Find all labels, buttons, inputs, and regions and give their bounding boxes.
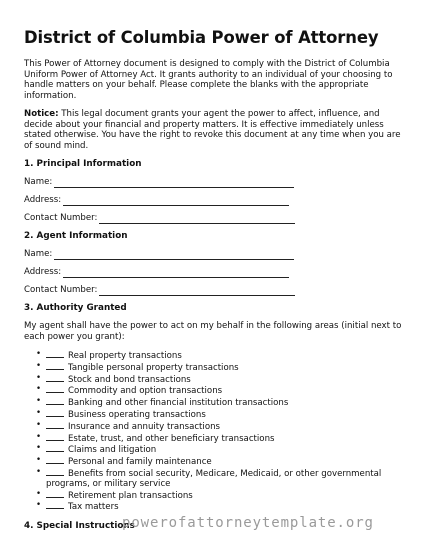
agent-contact-field[interactable] [24, 285, 404, 296]
list-item: • Business operating transactions [36, 407, 206, 420]
principal-contact-field[interactable] [24, 213, 404, 224]
principal-contact-line[interactable] [99, 215, 295, 224]
principal-contact-label: Contact Number: [24, 213, 98, 223]
bullet-icon: • [36, 455, 42, 466]
principal-address-line[interactable] [63, 197, 289, 206]
list-item: • Tangible personal property transactions [36, 360, 239, 373]
intro-paragraph: This Power of Attorney document is designed to comply with the District of Columbia Uniform Power of Attorney Act. It grants authority to an individual of your choosing to handle matters on your behalf. Please complete the blanks with the appropriate information. [24, 59, 393, 101]
initial-blank[interactable] [46, 421, 64, 429]
initial-blank[interactable] [46, 456, 64, 464]
list-item: • Benefits from social security, Medicare, Medicaid, or other governmental programs, or military service [36, 466, 382, 489]
bullet-icon: • [36, 372, 42, 383]
bullet-icon: • [36, 384, 42, 395]
list-item: • Real property transactions [36, 349, 182, 361]
bullet-icon: • [36, 443, 42, 454]
agent-name-label: Name: [24, 249, 53, 259]
initial-blank[interactable] [46, 409, 64, 417]
section-special-instructions-heading: 4. Special Instructions [24, 521, 135, 532]
bullet-icon: • [36, 360, 42, 371]
initial-blank[interactable] [46, 374, 64, 382]
agent-name-line[interactable] [54, 251, 294, 260]
bullet-icon: • [36, 500, 42, 511]
bullet-icon: • [36, 349, 42, 359]
principal-name-label: Name: [24, 177, 53, 187]
initial-blank[interactable] [46, 433, 64, 441]
principal-name-field[interactable] [24, 177, 404, 188]
list-item: • Insurance and annuity transactions [36, 419, 220, 432]
bullet-icon: • [36, 466, 42, 477]
bullet-icon: • [36, 407, 42, 418]
initial-blank[interactable] [46, 350, 64, 358]
principal-name-line[interactable] [54, 179, 294, 188]
authority-intro: My agent shall have the power to act on my behalf in the following areas (initial next to each power you grant): [24, 321, 402, 342]
agent-address-field[interactable] [24, 267, 404, 278]
list-item: • Personal and family maintenance [36, 455, 212, 468]
list-item: • Stock and bond transactions [36, 372, 191, 385]
notice-paragraph [24, 109, 404, 151]
agent-contact-line[interactable] [99, 287, 295, 296]
principal-address-label: Address: [24, 195, 62, 205]
section-authority-heading: 3. Authority Granted [24, 303, 127, 313]
list-item: • Commodity and option transactions [36, 384, 223, 397]
list-item: • Retirement plan transactions [36, 488, 193, 501]
agent-address-line[interactable] [63, 269, 289, 278]
bullet-icon: • [36, 396, 42, 407]
list-item: • Tax matters [36, 500, 119, 513]
list-item: • Claims and litigation [36, 443, 157, 456]
document-title: District of Columbia Power of Attorney [24, 28, 379, 47]
list-item: • Banking and other financial institution transactions [36, 396, 289, 409]
initial-blank[interactable] [46, 397, 64, 405]
initial-blank[interactable] [46, 501, 64, 509]
initial-blank[interactable] [46, 385, 64, 393]
bullet-icon: • [36, 488, 42, 499]
initial-blank[interactable] [46, 468, 64, 476]
agent-name-field[interactable] [24, 249, 404, 260]
principal-address-field[interactable] [24, 195, 404, 206]
notice-label: Notice: [24, 109, 59, 119]
powers-list [24, 350, 404, 513]
initial-blank[interactable] [46, 362, 64, 370]
document-page [24, 28, 404, 539]
agent-address-label: Address: [24, 267, 62, 277]
bullet-icon: • [36, 419, 42, 430]
section-agent-heading: 2. Agent Information [24, 231, 128, 241]
watermark-text: powerofattorneytemplate.org [122, 515, 374, 531]
agent-contact-label: Contact Number: [24, 285, 98, 295]
section-principal-heading: 1. Principal Information [24, 159, 142, 169]
bullet-icon: • [36, 431, 42, 442]
notice-text: This legal document grants your agent the power to affect, influence, and decide about your financial and property matters. It is effective immediately unless stated otherwise. You have the right to revoke this document at any time when you are of sound mind. [24, 109, 401, 151]
initial-blank[interactable] [46, 444, 64, 452]
initial-blank[interactable] [46, 490, 64, 498]
list-item: • Estate, trust, and other beneficiary transactions [36, 431, 275, 444]
